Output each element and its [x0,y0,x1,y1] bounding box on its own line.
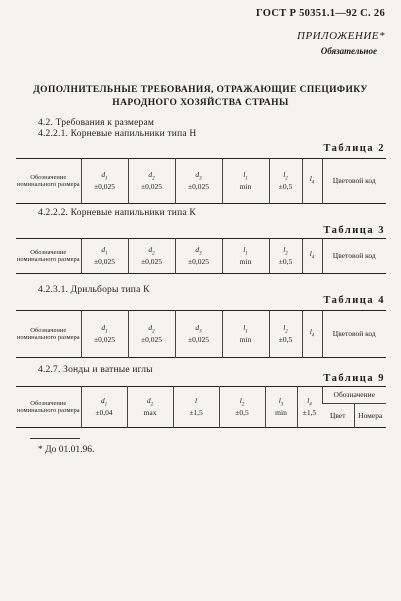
col-l-header: l ±1,5 [173,387,219,428]
main-title-line-2: НАРОДНОГО ХОЗЯЙСТВА СТРАНЫ [112,98,289,108]
section-4-2-2-2-heading: 4.2.2.2. Корневые напильники типа К [38,208,196,218]
col-l4-header: $l_4$ [302,159,322,204]
col-l3-header: $l_3$ min [265,387,297,428]
designation-group-header: Обозначение [322,387,386,404]
col-d2-header: $d_2$ ±0,025 [128,159,175,204]
col-d3-header: $d_3$ ±0,025 [175,239,222,274]
col-d2-header: $d_2$ ±0,025 [128,311,175,358]
col-l4-header: $l_4$ [302,239,322,274]
size-designation-header: Обозначение номинального размера [16,327,80,341]
color-code-header: Цветовой код [322,159,386,204]
table-2-label: Таблица 2 [323,143,385,154]
col-d3-header: $d_3$ ±0,025 [175,311,222,358]
section-4-2-heading: 4.2. Требования к размерам [38,118,155,128]
col-d2-header: $d_2$ ±0,025 [128,239,175,274]
size-designation-header: Обозначение номинального размера [16,249,80,263]
col-l2-header: $l_2$ ±0,5 [219,387,265,428]
section-4-2-2-1-heading: 4.2.2.1. Корневые напильники типа Н [38,129,197,139]
main-title-line-1: ДОПОЛНИТЕЛЬНЫЕ ТРЕБОВАНИЯ, ОТРАЖАЮЩИЕ СПЕЦИФИКУ [33,85,368,95]
col-d2-header: $d_2$ max [127,387,173,428]
color-code-header: Цветовой код [322,239,386,274]
col-l4-header: $l_4$ ±1,5 [297,387,322,428]
col-l1-header: $l_1$ min [222,311,269,358]
col-d1-header: $d_1$ ±0,04 [81,387,127,428]
appendix-label: ПРИЛОЖЕНИЕ* [297,30,385,42]
col-l1-header: $l_1$ min [222,159,269,204]
page-header: ГОСТ Р 50351.1—92 С. 26 [256,8,385,19]
col-d1-header: $d_1$ ±0,025 [81,311,128,358]
table-2 [16,158,386,204]
section-4-2-7-heading: 4.2.7. Зонды и ватные иглы [38,365,153,375]
col-l2-header: $l_2$ ±0,5 [269,239,302,274]
table-4-label: Таблица 4 [323,295,385,306]
appendix-status: Обязательное [320,46,377,56]
col-d3-header: $d_3$ ±0,025 [175,159,222,204]
color-code-header: Цветовой код [322,311,386,358]
size-designation-header: Обозначение номинального размера [16,174,80,188]
col-d1-header: $d_1$ ±0,025 [81,239,128,274]
table-3 [16,238,386,274]
color-header: Цвет [329,410,346,420]
table-9-label: Таблица 9 [323,373,385,384]
col-l2-header: $l_2$ ±0,5 [269,159,302,204]
col-l2-header: $l_2$ ±0,5 [269,311,302,358]
size-designation-header: Обозначение номинального размера [16,400,80,414]
col-l4-header: $l_4$ [302,311,322,358]
section-4-2-3-1-heading: 4.2.3.1. Дрильборы типа К [38,285,150,295]
col-l1-header: $l_1$ min [222,239,269,274]
footnote: * До 01.01.96. [38,445,95,455]
col-d1-header: $d_1$ ±0,025 [81,159,128,204]
footnote-rule [30,438,80,439]
table-3-label: Таблица 3 [323,225,385,236]
table-9 [16,386,386,428]
table-4 [16,310,386,358]
number-header: Номера [354,404,386,428]
